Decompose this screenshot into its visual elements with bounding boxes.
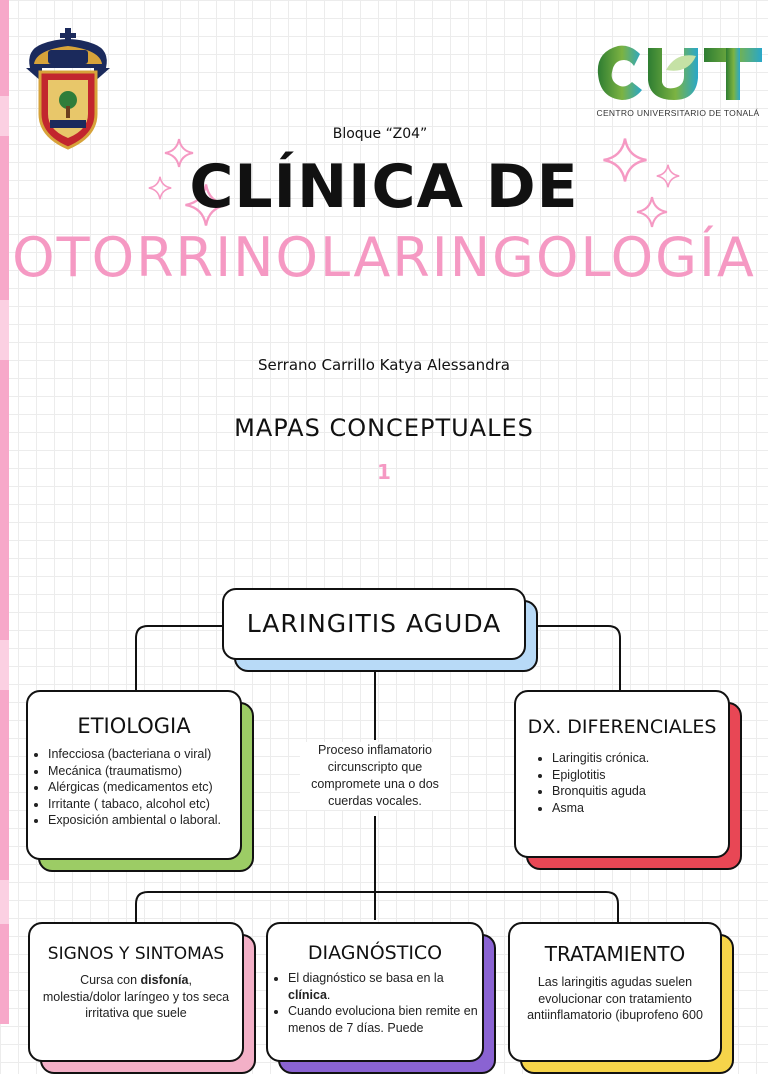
list-item: • Asma: [552, 800, 728, 817]
list-item: • Infecciosa (bacteriana o viral): [48, 746, 236, 763]
author-name: Serrano Carrillo Katya Alessandra: [258, 356, 510, 374]
etiologia-list: [28, 746, 240, 829]
list-item: • Cuando evoluciona bien remite en menos de 7 días. Puede: [288, 1003, 480, 1036]
tratamiento-title: TRATAMIENTO: [544, 942, 686, 966]
central-definition: Proceso inflamatorio circunscripto que compromete una o dos cuerdas vocales.: [300, 742, 450, 810]
section-subtitle: MAPAS CONCEPTUALES: [234, 414, 534, 442]
diferenciales-list: [516, 750, 728, 816]
list-item: • Irritante ( tabaco, alcohol etc): [48, 796, 236, 813]
signos-node: [28, 922, 244, 1062]
diagnostico-title: DIAGNÓSTICO: [307, 942, 443, 964]
cut-caption: CENTRO UNIVERSITARIO DE TONALÁ: [596, 108, 760, 118]
list-item: • El diagnóstico se basa en la clínica.: [288, 970, 480, 1003]
title-line-2: OTORRINOLARINGOLOGÍA: [12, 226, 756, 289]
page-number: 1: [377, 460, 391, 484]
etiologia-node: [26, 690, 242, 860]
list-item: • Exposición ambiental o laboral.: [48, 812, 236, 829]
signos-text: Cursa con disfonía, molestia/dolor laríngeo y tos seca irritativa que suele: [42, 973, 230, 1020]
central-node-title: LARINGITIS AGUDA: [246, 609, 502, 638]
list-item: • Bronquitis aguda: [552, 783, 728, 800]
list-item: • Alérgicas (medicamentos etc): [48, 779, 236, 796]
signos-title: SIGNOS Y SINTOMAS: [47, 944, 225, 964]
list-item: • Mecánica (traumatismo): [48, 763, 236, 780]
tratamiento-text: Las laringitis agudas suelen evolucionar con tratamiento antiinflamatorio (ibuprofeno 600: [527, 975, 703, 1022]
diagnostico-list: [268, 970, 482, 1036]
etiologia-title: ETIOLOGIA: [77, 714, 191, 738]
list-item: • Epiglotitis: [552, 767, 728, 784]
diferenciales-title: DX. DIFERENCIALES: [527, 716, 717, 738]
bloque-label: Bloque “Z04”: [332, 126, 428, 142]
list-item: • Laringitis crónica.: [552, 750, 728, 767]
tratamiento-node: [508, 922, 722, 1062]
central-node: [222, 588, 526, 660]
diagnostico-node: [266, 922, 484, 1062]
title-line-1: CLÍNICA DE: [189, 152, 579, 222]
diferenciales-node: [514, 690, 730, 858]
